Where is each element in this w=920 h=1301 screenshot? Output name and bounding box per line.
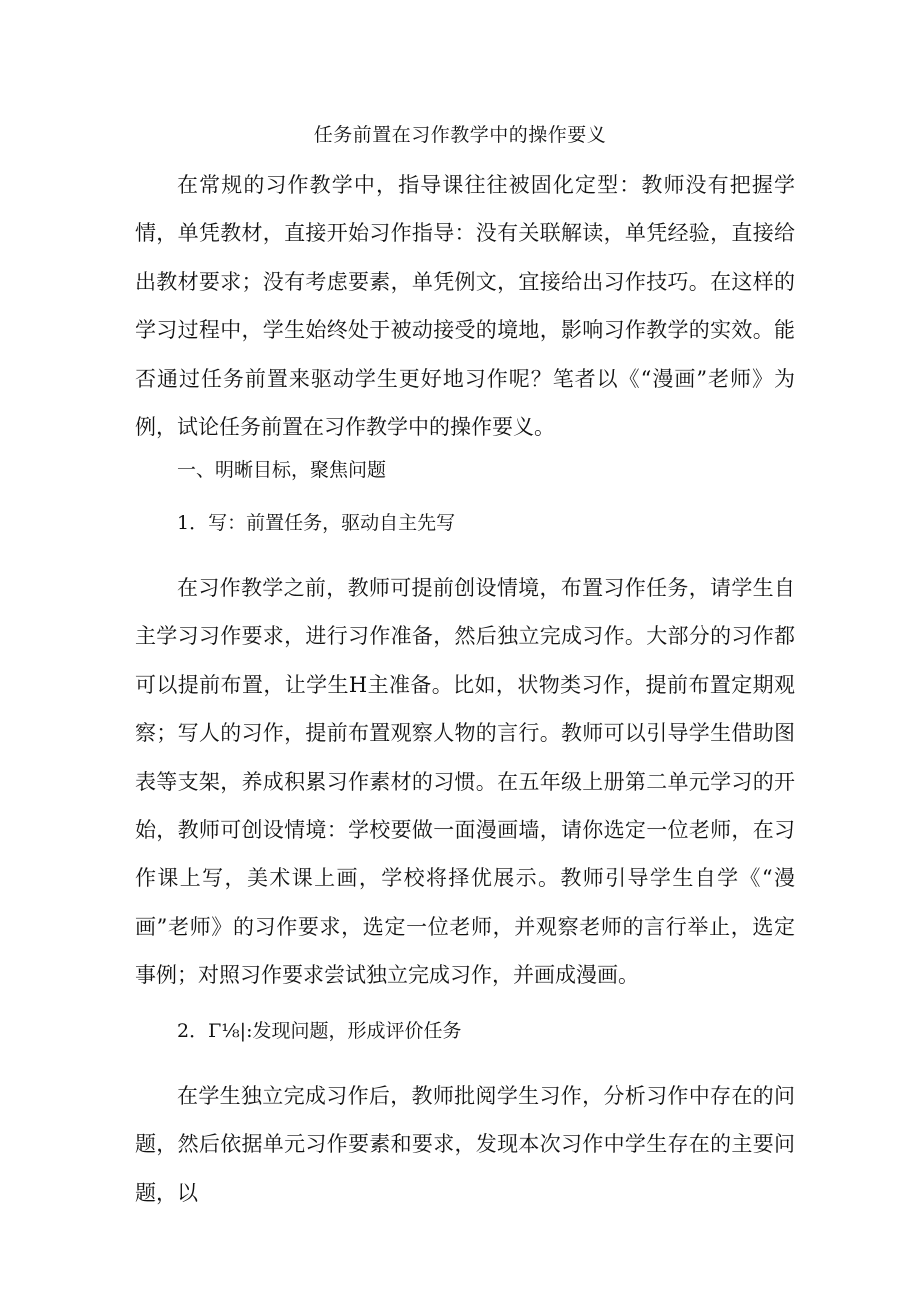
subsection-heading-2: 2．Γ⅛|:发现问题，形成评价任务 bbox=[177, 1020, 462, 1042]
document-title: 任务前置在习作教学中的操作要义 bbox=[313, 124, 607, 146]
subsection-heading-1: 1．写：前置任务，驱动自主先写 bbox=[177, 512, 456, 534]
intro-paragraph: 在常规的习作教学中，指导课往往被固化定型：教师没有把握学情，单凭教材，直接开始习作指导：没有关联解读，单凭经验，直接给出教材要求；没有考虑要素，单凭例文，宜接给出习作技巧。在这样的学习过程中，学生始终处于被动接受的境地，影响习作教学的实效。能否通过任务前置来驱动学生更好地习作呢？笔者以《“漫画”老师》为例，试论任务前置在习作教学中的操作要义。 bbox=[135, 173, 795, 440]
section-heading: 一、明晰目标，聚焦问题 bbox=[177, 459, 387, 481]
body-paragraph-1: 在习作教学之前，教师可提前创设情境，布置习作任务，请学生自主学习习作要求，进行习作准备，然后独立完成习作。大部分的习作都可以提前布置，让学生H主准备。比如，状物类习作，提前布置定期观察；写人的习作，提前布置观察人物的言行。教师可以引导学生借助图表等支架，养成积累习作素材的习惯。在五年级上册第二单元学习的开始，教师可创设情境：学校要做一面漫画墙，请你选定一位老师，在习作课上写，美术课上画，学校将择优展示。教师引导学生自学《“漫画”老师》的习作要求，选定一位老师，并观察老师的言行举止，选定事例；对照习作要求尝试独立完成习作，并画成漫画。 bbox=[135, 576, 795, 988]
body-paragraph-2: 在学生独立完成习作后，教师批阅学生习作，分析习作中存在的问题，然后依据单元习作要素和要求，发现本次习作中学生存在的主要问题，以 bbox=[135, 1084, 795, 1205]
